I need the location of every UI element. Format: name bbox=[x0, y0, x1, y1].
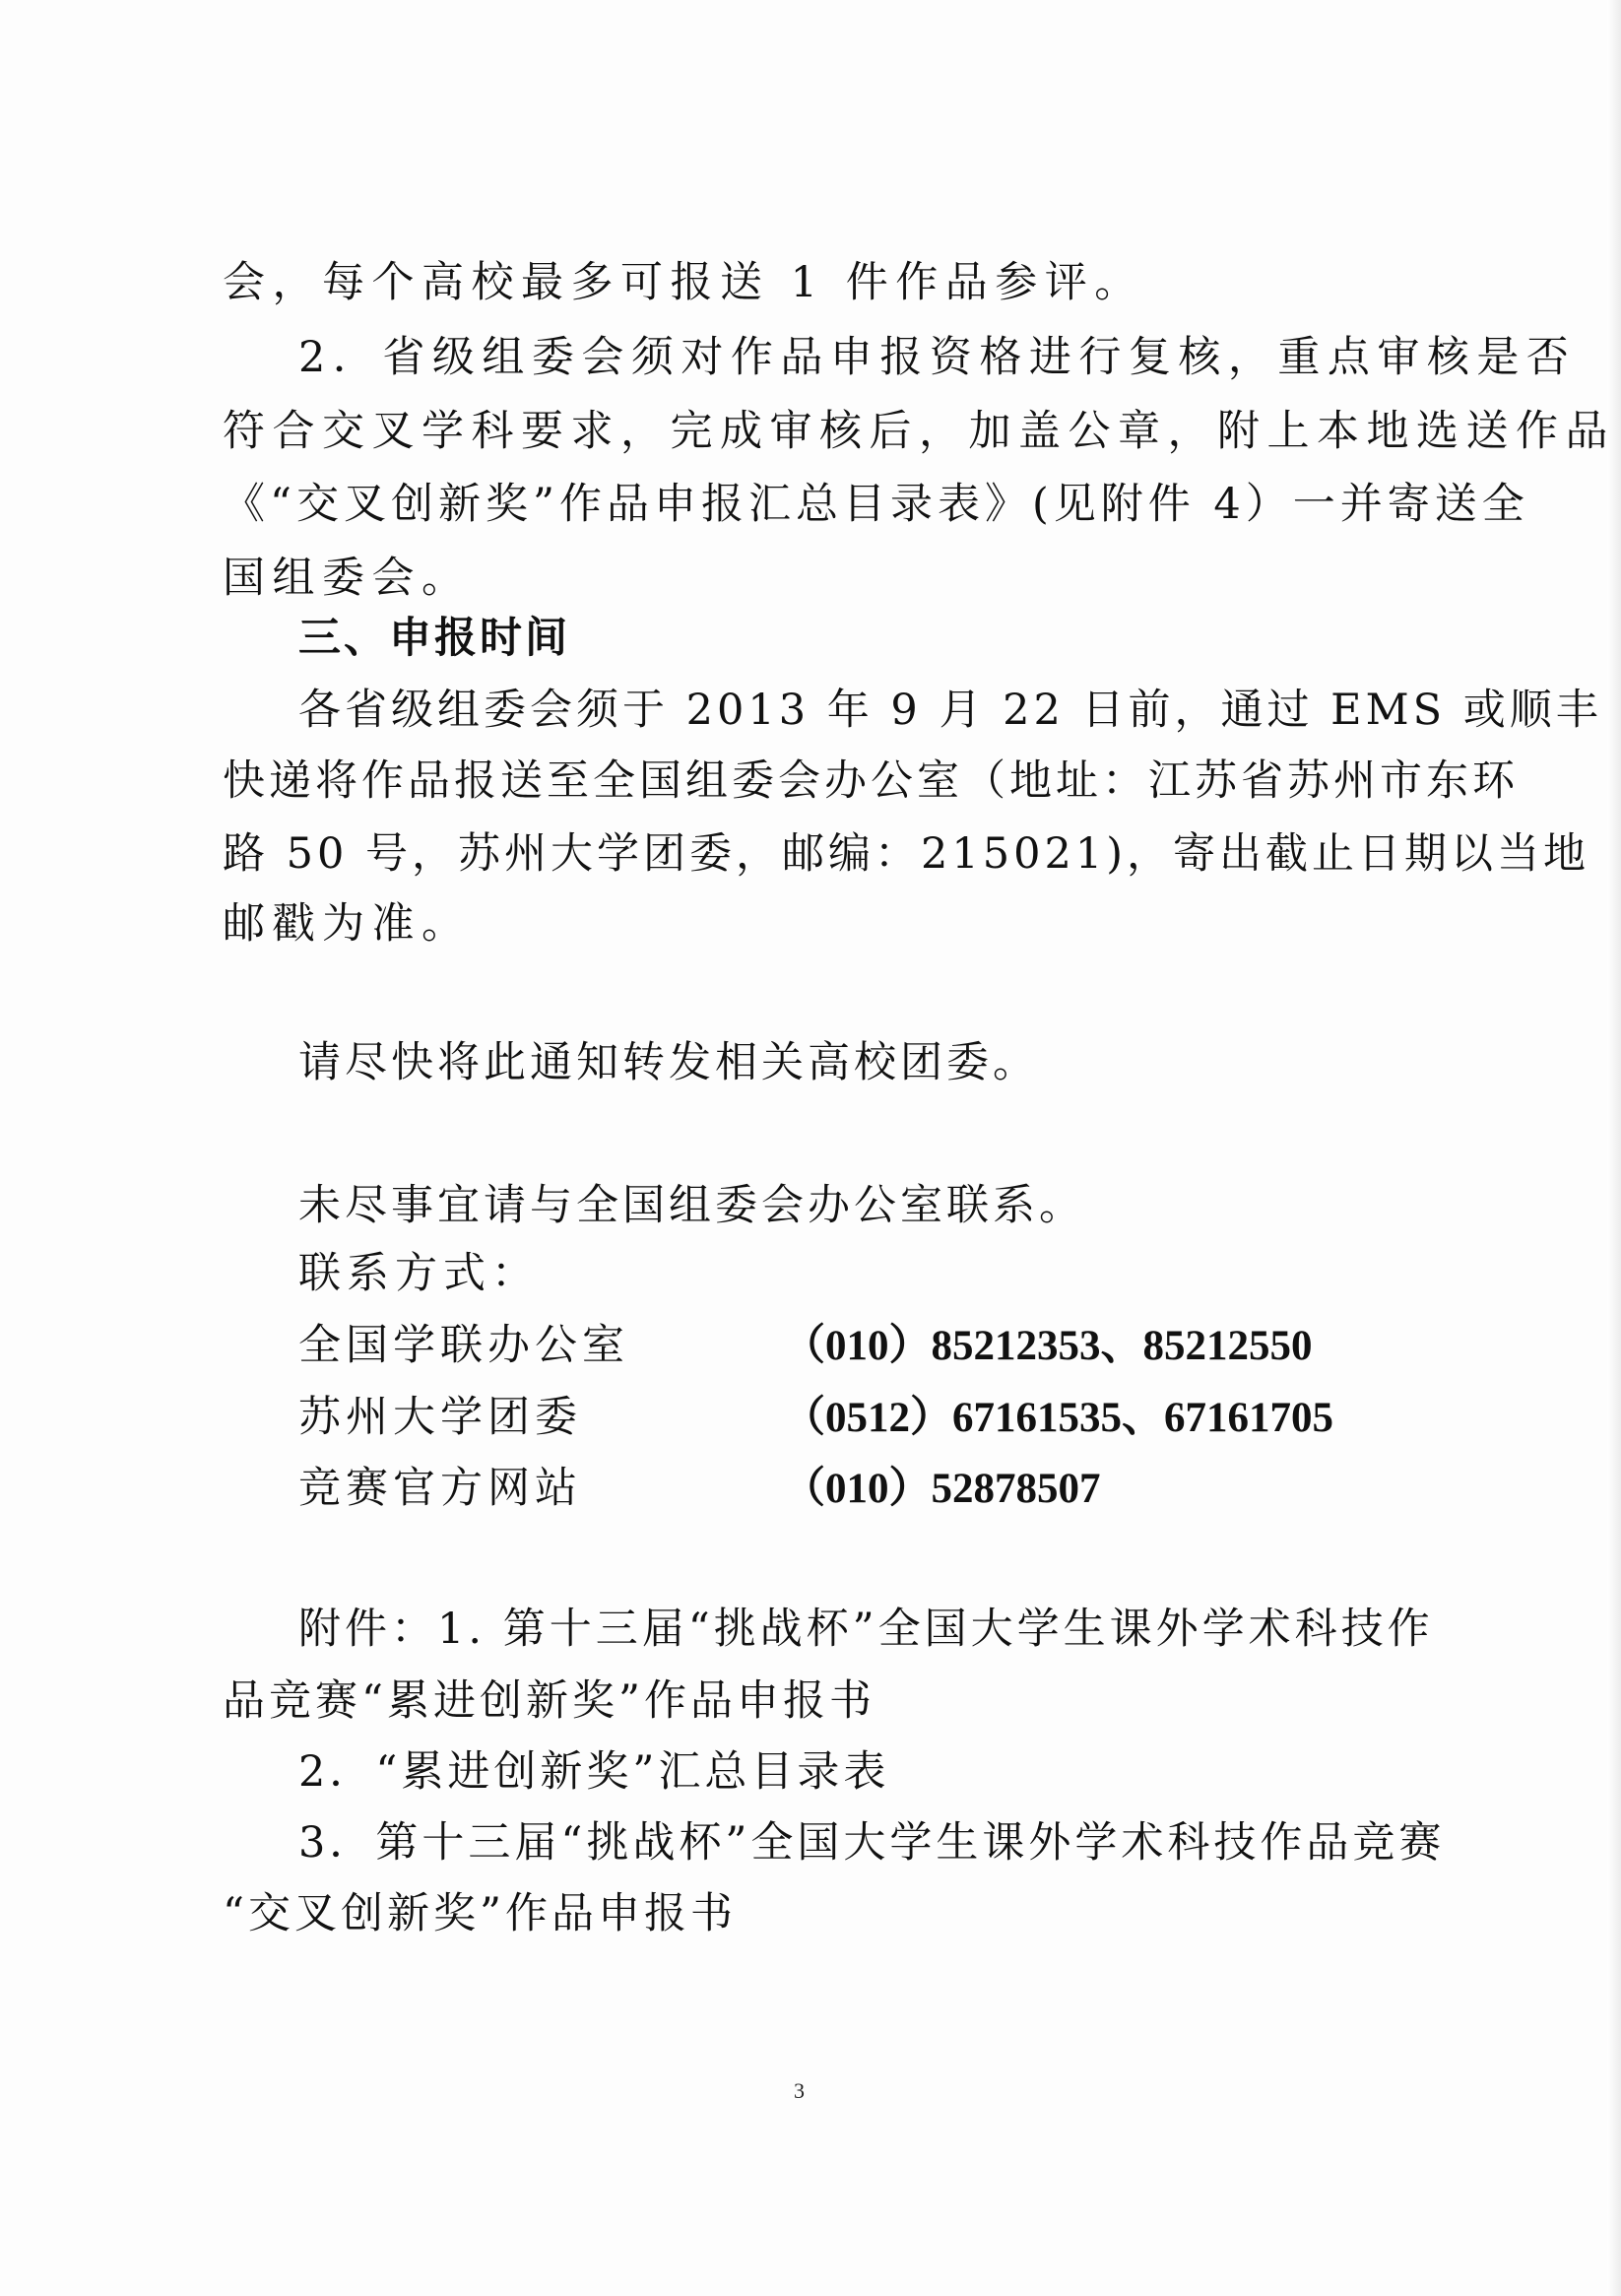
paragraph-line: 国组委会。 bbox=[223, 554, 472, 603]
contact-name: 苏州大学团委 bbox=[298, 1393, 582, 1442]
attachment-line: “交叉创新奖”作品申报书 bbox=[223, 1889, 737, 1938]
contact-intro: 未尽事宜请与全国组委会办公室联系。 bbox=[298, 1181, 1085, 1230]
attachment-line: 2．“累进创新奖”汇总目录表 bbox=[298, 1747, 890, 1797]
page-number: 3 bbox=[794, 2078, 805, 2103]
contact-name: 全国学联办公室 bbox=[298, 1321, 629, 1370]
forward-notice: 请尽快将此通知转发相关高校团委。 bbox=[298, 1038, 1039, 1087]
paragraph-line: 会，每个高校最多可报送 1 件作品参评。 bbox=[223, 258, 1144, 307]
paragraph-line: 各省级组委会须于 2013 年 9 月 22 日前，通过 EMS 或顺丰 bbox=[298, 686, 1602, 735]
paragraph-line: 《“交叉创新奖”作品申报汇总目录表》(见附件 4）一并寄送全 bbox=[223, 480, 1529, 529]
contact-phone: （0512）67161535、67161705 bbox=[783, 1395, 1333, 1441]
attachment-line: 品竞赛“累进创新奖”作品申报书 bbox=[223, 1676, 875, 1726]
contact-label: 联系方式： bbox=[298, 1249, 540, 1298]
section-heading: 三、申报时间 bbox=[298, 614, 570, 663]
paragraph-line: 2．省级组委会须对作品申报资格进行复核，重点审核是否 bbox=[298, 333, 1577, 382]
paragraph-line: 符合交叉学科要求，完成审核后，加盖公章，附上本地选送作品 bbox=[223, 407, 1615, 456]
paragraph-line: 快递将作品报送至全国组委会办公室（地址：江苏省苏州市东环 bbox=[223, 756, 1519, 806]
contact-name: 竞赛官方网站 bbox=[298, 1464, 582, 1513]
contact-phone: （010）52878507 bbox=[783, 1466, 1101, 1512]
contact-phone: （010）85212353、85212550 bbox=[783, 1323, 1313, 1369]
paragraph-line: 路 50 号，苏州大学团委，邮编：215021)，寄出截止日期以当地 bbox=[223, 829, 1589, 879]
attachment-line: 附件：1. 第十三届“挑战杯”全国大学生课外学术科技作 bbox=[298, 1605, 1434, 1654]
scan-edge bbox=[1607, 0, 1621, 2296]
attachment-line: 3．第十三届“挑战杯”全国大学生课外学术科技作品竞赛 bbox=[298, 1818, 1446, 1868]
paragraph-line: 邮戳为准。 bbox=[223, 899, 472, 949]
